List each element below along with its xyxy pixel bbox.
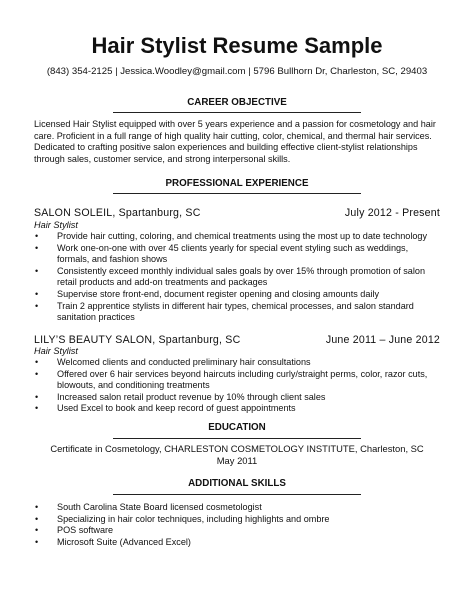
resume-title: Hair Stylist Resume Sample	[91, 33, 383, 58]
skill-text: Microsoft Suite (Advanced Excel)	[57, 536, 191, 547]
bullet-icon: •	[35, 525, 39, 536]
bullet-text: Welcomed clients and conducted preliminary hair consultations	[57, 357, 311, 367]
career-objective-heading: CAREER OBJECTIVE	[187, 97, 287, 108]
skills-list	[34, 502, 440, 548]
bullet-icon: •	[35, 403, 39, 414]
list-item	[34, 525, 440, 537]
list-item	[34, 403, 440, 415]
professional-experience-heading: PROFESSIONAL EXPERIENCE	[165, 178, 309, 189]
bullet-icon: •	[35, 288, 39, 299]
job-company: SALON SOLEIL, Spartanburg, SC	[34, 207, 201, 219]
job-header	[34, 206, 440, 220]
career-objective-text: Licensed Hair Stylist equipped with over 5 years experience and a passion for cosmetology and hair care. Proficient in a full range of high quality hair cutting, color, chemical, and thermal hair services. Dedicated to crafting positive salon experiences and building effective client-stylist relationships through sales, customer service, and strong interpersonal skills.	[34, 119, 436, 164]
list-item	[34, 231, 440, 243]
bullet-icon: •	[35, 265, 39, 276]
bullet-text: Increased salon retail product revenue by 10% through client sales	[57, 391, 326, 402]
job-role: Hair Stylist	[34, 346, 78, 356]
list-item	[34, 537, 440, 549]
list-item	[34, 392, 440, 404]
job-bullets	[34, 231, 440, 324]
bullet-text: Offered over 6 hair services beyond haircuts including curly/straight perms, color, razor cuts, blowouts, and conditioning treatments	[57, 368, 428, 391]
bullet-icon: •	[35, 357, 39, 367]
list-item	[34, 266, 440, 289]
job-dates: June 2011 – June 2012	[325, 334, 440, 346]
bullet-icon: •	[35, 502, 39, 512]
bullet-icon: •	[35, 231, 39, 241]
list-item	[34, 502, 440, 514]
job-header	[34, 333, 440, 347]
bullet-text: Used Excel to book and keep record of guest appointments	[57, 403, 296, 414]
list-item	[34, 369, 440, 392]
list-item	[34, 357, 440, 369]
list-item	[34, 301, 440, 324]
list-item	[34, 289, 440, 301]
bullet-text: Consistently exceed monthly individual sales goals by over 15% through promotion of salon retail products and add-on treatments and packages	[57, 265, 425, 288]
bullet-text: Work one-on-one with over 45 clients yearly for special event styling such as weddings, formals, and fashion shows	[57, 242, 409, 265]
job-company: LILY’S BEAUTY SALON, Spartanburg, SC	[34, 334, 241, 346]
list-item	[34, 514, 440, 526]
bullet-icon: •	[35, 513, 39, 524]
bullet-icon: •	[35, 536, 39, 547]
section-divider	[113, 112, 361, 113]
list-item	[34, 243, 440, 266]
job-dates: July 2012 - Present	[344, 207, 440, 219]
section-divider	[113, 193, 361, 194]
section-divider	[113, 438, 361, 439]
education-heading: EDUCATION	[208, 422, 266, 433]
education-date: May 2011	[216, 455, 258, 466]
bullet-icon: •	[35, 242, 39, 253]
bullet-icon: •	[35, 300, 39, 311]
bullet-text: Supervise store front-end, document register opening and closing amounts daily	[57, 288, 380, 299]
education-entry: Certificate in Cosmetology, CHARLESTON COSMETOLOGY INSTITUTE, Charleston, SC	[50, 443, 424, 454]
skill-text: Specializing in hair color techniques, including highlights and ombre	[57, 513, 330, 524]
contact-info: (843) 354-2125 | Jessica.Woodley@gmail.com | 5796 Bullhorn Dr, Charleston, SC, 29403	[46, 66, 428, 77]
skill-text: POS software	[57, 525, 114, 536]
job-role: Hair Stylist	[34, 220, 78, 230]
bullet-icon: •	[35, 391, 39, 402]
job-bullets	[34, 357, 440, 415]
section-divider	[113, 494, 361, 495]
bullet-text: Train 2 apprentice stylists in different hair types, chemical processes, and salon standard sanitation practices	[57, 300, 414, 323]
additional-skills-heading: ADDITIONAL SKILLS	[188, 478, 286, 489]
bullet-text: Provide hair cutting, coloring, and chemical treatments using the most up to date technology	[57, 231, 428, 241]
skill-text: South Carolina State Board licensed cosmetologist	[57, 502, 262, 512]
bullet-icon: •	[35, 368, 39, 379]
